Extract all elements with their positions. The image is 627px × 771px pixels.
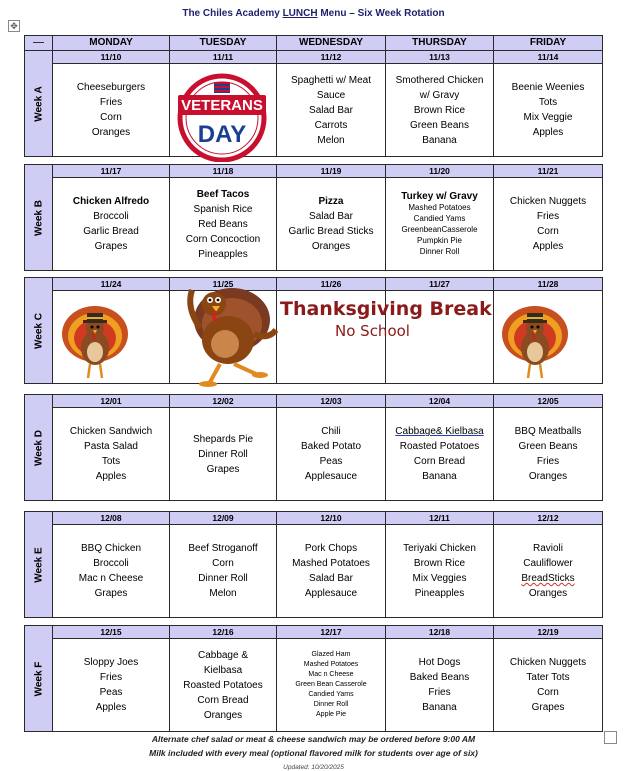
veterans-line2: DAY [197, 121, 247, 148]
day-cell-thursday [385, 511, 494, 618]
day-cell-wednesday [276, 164, 386, 271]
date-label: 12/05 [494, 395, 602, 408]
menu-list [170, 639, 276, 731]
menu-list [494, 408, 602, 500]
menu-item: Oranges [311, 241, 351, 252]
footer-alternate-note: Alternate chef salad or meat & cheese sandwich may be ordered before 9:00 AM [151, 734, 476, 744]
date-label: 12/17 [277, 626, 385, 639]
menu-item: Pumpkin Pie [417, 236, 462, 245]
dancing-turkey-image [170, 278, 288, 390]
menu-list [53, 64, 169, 156]
menu-item: Corn Concoction [185, 233, 261, 245]
day-cell-tuesday [169, 511, 277, 618]
menu-item: Spanish Rice [193, 203, 253, 215]
day-cell-tuesday [169, 164, 277, 271]
menu-list [170, 408, 276, 500]
menu-item: Dinner Roll [198, 573, 248, 584]
menu-item: Baked Potato [300, 441, 362, 452]
menu-item: Kielbasa [203, 664, 243, 676]
menu-item: Apples [532, 241, 564, 252]
date-label: 11/28 [494, 278, 602, 291]
day-cell-friday [493, 394, 603, 501]
week-row [24, 625, 603, 732]
day-header-friday: FRIDAY [493, 35, 603, 51]
week-label-text: Week C [33, 312, 44, 349]
menu-item: Grapes [94, 588, 128, 599]
menu-item: Fries [428, 687, 451, 698]
week-row [24, 164, 603, 271]
menu-item: Grapes [531, 702, 565, 713]
week-label-text: Week F [33, 661, 44, 696]
date-label: 11/13 [386, 51, 493, 64]
updated-date: Updated: 10/20/2025 [283, 764, 344, 771]
week-label [24, 394, 53, 501]
day-cell-thursday [385, 50, 494, 157]
menu-item: Oranges [528, 471, 568, 482]
date-label: 12/18 [386, 626, 493, 639]
week-label [24, 50, 53, 157]
menu-item: Pineapples [414, 588, 465, 599]
menu-item: Melon [317, 134, 345, 146]
menu-item: Chicken Nuggets [509, 657, 587, 668]
week-label-text: Week E [33, 546, 44, 583]
menu-item: Sauce [316, 89, 346, 101]
date-label: 12/19 [494, 626, 602, 639]
menu-item: Carrots [314, 119, 348, 131]
menu-item: Cabbage & [197, 649, 249, 661]
menu-list [277, 64, 385, 156]
date-label: 11/18 [170, 165, 276, 178]
menu-item: Pineapples [198, 248, 248, 260]
menu-item: Candied Yams [413, 214, 466, 223]
menu-item: Roasted Potatoes [399, 441, 480, 452]
week-label [24, 277, 53, 384]
date-label: 12/09 [170, 512, 276, 525]
menu-item: Shepards Pie [192, 433, 254, 445]
menu-list [277, 639, 385, 731]
menu-item: Sloppy Joes [83, 657, 139, 668]
table-move-handle-icon[interactable]: ✥ [8, 20, 20, 32]
date-label: 12/03 [277, 395, 385, 408]
menu-item: Green Beans [410, 119, 469, 131]
menu-item: Apple Pie [316, 711, 346, 718]
menu-list [386, 525, 493, 617]
menu-item: Melon [209, 588, 237, 599]
menu-item: Mix Veggie [523, 112, 573, 123]
date-label: 11/17 [53, 165, 169, 178]
menu-item: Corn Bread [413, 456, 466, 467]
menu-item: Salad Bar [309, 211, 353, 222]
day-cell-thursday [385, 625, 494, 732]
day-cell-friday [493, 625, 603, 732]
menu-item: Fries [536, 211, 560, 222]
menu-title: The Chiles Academy LUNCH Menu – Six Week Rotation [182, 8, 445, 19]
corner-cell [24, 35, 53, 51]
menu-item: Fries [99, 672, 123, 683]
menu-item: BreadSticks [521, 573, 575, 584]
menu-item: Apples [95, 471, 127, 482]
menu-item: Chicken Sandwich [69, 426, 153, 437]
menu-item: Hot Dogs [418, 657, 461, 668]
day-cell-thursday [385, 394, 494, 501]
week-row [24, 511, 603, 618]
day-cell-tuesday [169, 394, 277, 501]
menu-item: Banana [422, 702, 457, 713]
menu-item: Salad Bar [309, 104, 353, 116]
date-label: 11/19 [277, 165, 385, 178]
no-school-text: No School [335, 322, 410, 340]
date-label: 11/25 [170, 278, 276, 291]
date-label: 12/12 [494, 512, 602, 525]
day-cell-wednesday [276, 50, 386, 157]
menu-item: Garlic Bread Sticks [288, 226, 374, 237]
menu-item: Brown Rice [413, 558, 466, 569]
veterans-day-badge [176, 72, 268, 162]
menu-item: Corn [100, 112, 122, 123]
date-label: 11/26 [277, 278, 385, 291]
menu-item: Grapes [206, 463, 240, 475]
menu-item: Applesauce [304, 471, 358, 482]
menu-item: Applesauce [304, 588, 358, 599]
day-cell-wednesday [276, 625, 386, 732]
menu-item: Fries [99, 97, 123, 108]
date-label: 11/12 [277, 51, 385, 64]
menu-list [277, 178, 385, 270]
menu-item: Mashed Potatoes [408, 203, 471, 212]
menu-item: Cabbage& Kielbasa [395, 426, 484, 437]
menu-item: Beenie Weenies [511, 82, 585, 93]
menu-item: Dinner Roll [419, 247, 460, 256]
date-label: 12/02 [170, 395, 276, 408]
menu-item: Pasta Salad [84, 441, 138, 452]
menu-list [386, 178, 493, 270]
menu-item: Beef Tacos [196, 188, 250, 200]
date-label: 12/11 [386, 512, 493, 525]
menu-item: Peas [319, 456, 343, 467]
week-row [24, 394, 603, 501]
thanksgiving-break-heading: Thanksgiving Break [280, 298, 492, 320]
table-resize-handle[interactable] [604, 731, 617, 744]
menu-item: Garlic Bread [83, 226, 139, 237]
date-label: 11/27 [386, 278, 493, 291]
turkey-left-image [60, 298, 130, 382]
menu-item: Peas [99, 687, 123, 698]
menu-item: Cauliflower [523, 558, 573, 569]
date-label: 11/14 [494, 51, 602, 64]
menu-item: BBQ Meatballs [514, 426, 582, 437]
day-header-monday: MONDAY [52, 35, 170, 51]
day-cell-wednesday [276, 394, 386, 501]
menu-item: Corn [537, 226, 559, 237]
week-label [24, 625, 53, 732]
menu-list [494, 639, 602, 731]
menu-item: Oranges [203, 709, 243, 721]
week-label-text: Week D [33, 429, 44, 466]
menu-item: Grapes [94, 241, 128, 252]
date-label: 12/16 [170, 626, 276, 639]
menu-item: Corn [537, 687, 559, 698]
menu-item: Mac n Cheese [78, 573, 144, 584]
menu-item: Tater Tots [526, 672, 570, 683]
day-cell-monday [52, 50, 170, 157]
menu-item: Oranges [91, 127, 131, 138]
menu-item: Dinner Roll [313, 701, 349, 708]
menu-item: Ravioli [532, 543, 563, 554]
week-label [24, 511, 53, 618]
week-label [24, 164, 53, 271]
day-cell-friday [493, 164, 603, 271]
menu-item: Banana [422, 134, 457, 146]
date-label: 11/11 [170, 51, 276, 64]
turkey-right-image [500, 298, 570, 382]
menu-list [494, 178, 602, 270]
date-label: 12/15 [53, 626, 169, 639]
menu-item: Beef Stroganoff [188, 543, 258, 554]
day-header-thursday: THURSDAY [385, 35, 494, 51]
menu-item: Candied Yams [308, 691, 354, 698]
menu-item: Dinner Roll [198, 448, 248, 460]
menu-item: w/ Gravy [419, 89, 460, 101]
menu-list [170, 178, 276, 270]
menu-item: Mac n Cheese [308, 671, 354, 678]
footer-milk-note: Milk included with every meal (optional flavored milk for students over age of six) [149, 748, 478, 758]
menu-list [53, 408, 169, 500]
menu-item: Salad Bar [309, 573, 353, 584]
day-cell-tuesday [169, 625, 277, 732]
menu-item: Apples [95, 702, 127, 713]
menu-item: Mashed Potatoes [292, 558, 370, 569]
menu-item: Banana [422, 471, 457, 482]
menu-item: Baked Beans [409, 672, 470, 683]
day-header-row [24, 35, 603, 51]
date-label: 12/04 [386, 395, 493, 408]
menu-list [386, 639, 493, 731]
menu-item: BBQ Chicken [80, 543, 142, 554]
menu-item: Oranges [528, 588, 568, 599]
menu-item: Broccoli [93, 211, 129, 222]
menu-item: Apples [532, 127, 564, 138]
date-label: 12/01 [53, 395, 169, 408]
menu-list [494, 64, 602, 156]
day-header-tuesday: TUESDAY [169, 35, 277, 51]
day-cell-monday [52, 164, 170, 271]
menu-list [494, 525, 602, 617]
menu-list [170, 525, 276, 617]
menu-item: Brown Rice [413, 104, 466, 116]
menu-item: Teriyaki Chicken [403, 543, 476, 554]
menu-item: Turkey w/ Gravy [401, 191, 478, 202]
menu-item: Fries [536, 456, 560, 467]
menu-list [386, 408, 493, 500]
menu-list [277, 408, 385, 500]
day-cell-wednesday [276, 511, 386, 618]
menu-item: Corn [212, 558, 234, 569]
menu-item: Chicken Nuggets [509, 196, 587, 207]
menu-item: Tots [101, 456, 121, 467]
week-label-text: Week B [33, 199, 44, 236]
menu-item: Spaghetti w/ Meat [290, 74, 372, 86]
menu-item: Broccoli [93, 558, 129, 569]
menu-item: Pork Chops [304, 543, 358, 554]
date-label: 11/10 [53, 51, 169, 64]
date-label: 12/08 [53, 512, 169, 525]
menu-item: Green Bean Casserole [295, 681, 367, 688]
menu-item: Tots [538, 97, 558, 108]
menu-list [53, 639, 169, 731]
menu-item: Corn Bread [197, 694, 249, 706]
week-label-text: Week A [33, 85, 44, 122]
menu-item: Glazed Ham [311, 651, 351, 658]
week-row [24, 50, 603, 157]
menu-list [53, 525, 169, 617]
menu-list [277, 525, 385, 617]
date-label: 11/21 [494, 165, 602, 178]
day-cell-friday [493, 50, 603, 157]
day-cell-friday [493, 511, 603, 618]
menu-item: Chicken Alfredo [72, 196, 150, 207]
day-header-wednesday: WEDNESDAY [276, 35, 386, 51]
menu-item: Green Beans [518, 441, 578, 452]
day-cell-thursday [385, 164, 494, 271]
menu-item: Roasted Potatoes [183, 679, 263, 691]
menu-list [386, 64, 493, 156]
day-cell-monday [52, 625, 170, 732]
date-label: 11/24 [53, 278, 169, 291]
menu-item: Chili [321, 426, 341, 437]
date-label: 11/20 [386, 165, 493, 178]
date-label: 12/10 [277, 512, 385, 525]
menu-item: Smothered Chicken [395, 74, 484, 86]
menu-item: Mix Veggies [412, 573, 467, 584]
veterans-line1: VETERANS [181, 97, 263, 114]
menu-item: Cheeseburgers [76, 82, 146, 93]
menu-item: Red Beans [198, 218, 248, 230]
menu-list [53, 178, 169, 270]
day-cell-monday [52, 511, 170, 618]
menu-item: Mashed Potatoes [303, 661, 359, 668]
day-cell-monday [52, 394, 170, 501]
menu-item: Pizza [318, 196, 344, 207]
menu-item: GreenbeanCasserole [401, 225, 478, 234]
